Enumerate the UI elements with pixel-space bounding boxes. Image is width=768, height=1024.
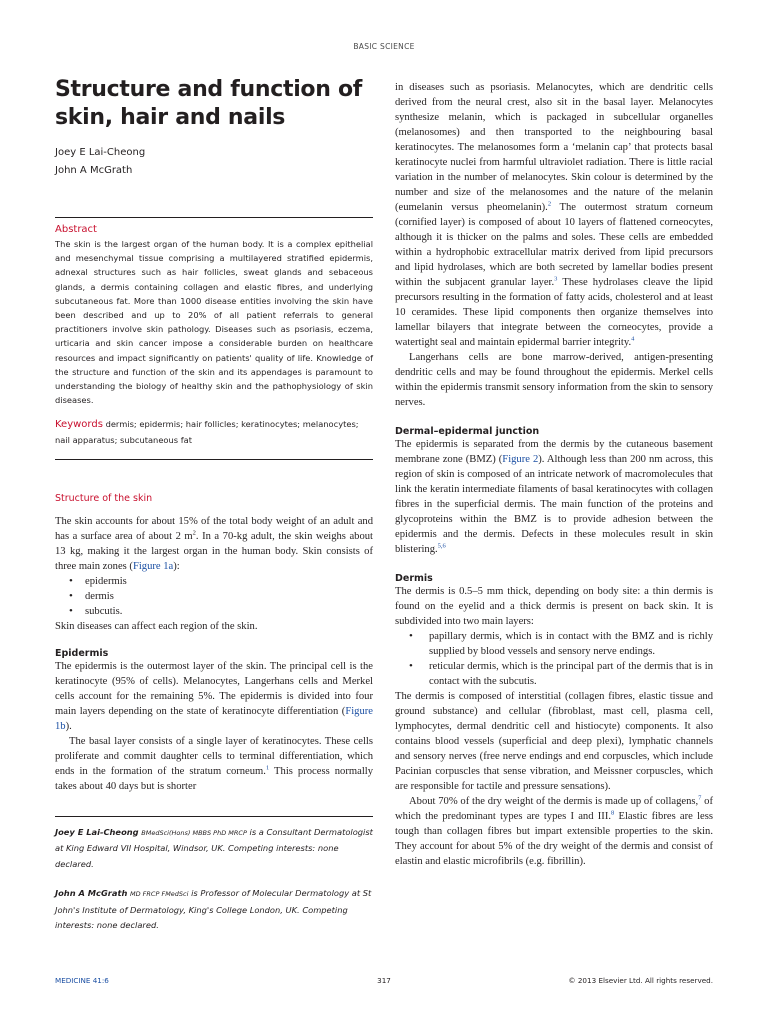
paragraph: The basal layer consists of a single layer of keratinocytes. These cells proliferate and commit daughter cells to terminal differentiation, which ends in the formation of the stratum corneum.$^1$ This process normally takes about 40 days but is shorter <box>55 735 373 792</box>
bullet-list <box>55 574 373 619</box>
author-footnote: John A McGrath MD FRCP FMedSci is Professor of Molecular Dermatology at St John's Institute of Dermatology, King's College London, UK. Competing interests: none declared. <box>55 888 372 931</box>
keywords-text: dermis; epidermis; hair follicles; keratinocytes; melanocytes; nail apparatus; subcutaneous fat <box>55 419 359 445</box>
keywords <box>55 417 373 446</box>
citation-link[interactable]: 8 <box>611 809 615 817</box>
citation-link[interactable]: 5,6 <box>437 542 446 550</box>
citation-link[interactable]: 2 <box>547 200 552 208</box>
footer-copyright: © 2013 Elsevier Ltd. All rights reserved. <box>568 976 713 985</box>
author-footnote: Joey E Lai-Cheong BMedSci(Hons) MBBS PhD MRCP is a Consultant Dermatologist at King Edward VII Hospital, Windsor, UK. Competing interests: none declared. <box>55 826 373 869</box>
author-list <box>55 144 373 180</box>
paragraph: The dermis is composed of interstitial (collagen fibres, elastic tissue and ground substance) and cellular (fibroblast, mast cell, plasma cell, lymphocytes, dermal dendritic cell and histiocyte) components. It also contains blood vessels (superficial and deep plexi), lymphatic channels and sensory nerves (free nerve endings and end corpuscles, which include Pacinian corpuscles that sense vibration, and Meissner corpuscles, which are responsible for tactile and pressure sensations). <box>395 691 713 792</box>
divider <box>55 459 373 460</box>
paragraph: About 70% of the dry weight of the dermis is made up of collagens,$^7$ of which the predominant types are types I and III.$^8$ Elastic fibres are less tough than collagen fibres but impart extensible properties to the skin. They account for about 5% of the dry weight of the dermis and consist of elastin and elastic microfibrils (e.g. fibrillin). <box>395 794 713 867</box>
bullet-list <box>395 629 713 689</box>
figure-link[interactable]: Figure 1b <box>55 705 373 732</box>
divider <box>55 816 373 817</box>
author-name: John A McGrath <box>55 165 133 176</box>
list-item: • reticular dermis, which is the principal part of the dermis that is in contact with the subcutis. <box>415 659 713 689</box>
subsection-heading: Dermis <box>395 573 433 584</box>
paragraph: The epidermis is separated from the dermis by the cutaneous basement membrane zone (BMZ) (Figure 2). Although less than 200 nm across, this region of skin is composed of an intricate network of macromolecules that link the keratin intermediate filaments of basal keratinocytes with collagen fibres in the superficial dermis. The main function of the proteins and glycoproteins within the BMZ is to provide adhesion between the epidermis and the dermis. Defects in these molecules result in skin blistering.$^{5,6}$ <box>395 439 713 555</box>
figure-link[interactable]: Figure 1a <box>132 560 174 572</box>
article-title: Structure and function of skin, hair and nails <box>55 77 363 130</box>
abstract-heading: Abstract <box>55 224 97 235</box>
section-structure <box>55 493 373 634</box>
citation-link[interactable]: 1 <box>265 764 270 772</box>
list-item: • papillary dermis, which is in contact with the BMZ and is richly supplied by blood vessels and sensory nerve endings. <box>415 629 713 659</box>
list-item: • dermis <box>75 589 373 604</box>
paragraph: The skin accounts for about 15% of the total body weight of an adult and has a surface area of about 2 $m^2$. In a 70-kg adult, the skin weighs about 13 kg, making it the largest organ in the human body. Skin consists of three main zones (Figure 1a): <box>55 515 373 572</box>
abstract-box <box>55 217 373 460</box>
paragraph: Skin diseases can affect each region of the skin. <box>55 620 258 632</box>
paragraph: in diseases such as psoriasis. Melanocytes, which are dendritic cells derived from the neural crest, also sit in the basal layer. Melanocytes synthesize melanin, which is packaged in subcellular organelles (melanosomes) and then transported to the neighbouring basal keratinocytes. The melanosomes form a ‘melanin cap’ that protects basal keratinocyte nuclei from harmful ultraviolet radiation. There is little racial variation in the number of melanocytes. Skin colour is determined by the number and size of the melanosomes and the nature of the melanin (eumelanin versus pheomelanin).$^2$ The outermost stratum corneum (cornified layer) is composed of about 10 layers of flattened corneocytes, although it is thicker on the palms and soles. These cells are embedded within a hydrophobic extracellular matrix derived from lipid precursors and lipid hydrolases, which are both secreted by lamellar bodies present within the subjacent granular layer.$^3$ These hydrolases cleave the lipid precursors resulting in the formation of fatty acids, cholesterol and at least 10 ceramides. These lipid components then organize themselves into lamellar bilayers that integrate between the corneocytes, provide a watertight seal and maintain epidermal barrier integrity.$^4$ <box>395 82 713 348</box>
list-item: • subcutis. <box>75 604 373 619</box>
list-item: • epidermis <box>75 574 373 589</box>
citation-link[interactable]: 4 <box>631 335 635 343</box>
subsection-heading: Dermal–epidermal junction <box>395 426 540 437</box>
figure-link[interactable]: Figure 2 <box>502 454 539 465</box>
running-head: BASIC SCIENCE <box>353 42 415 51</box>
abstract-text: The skin is the largest organ of the human body. It is a complex epithelial and mesenchymal tissue comprising a multilayered stratified epidermis, adnexal structures such as hair follicles, sweat glands and sebaceous glands, a dermis containing collagen and elastic fibres, and underlying subcutaneous fat. More than 1000 disease entities involving the skin have been described and up to 20% of all patient referrals to general practitioners involve skin pathology. Diseases such as psoriasis, eczema, urticaria and skin cancer impose a considerable burden on healthcare resources and impact significantly on patients' quality of life. Knowledge of the structure and function of the skin and its appendages is paramount to understanding the biology of healthy skin and the pathophysiology of skin diseases. <box>55 239 373 406</box>
paragraph: The dermis is 0.5–5 mm thick, depending on body site: a thin dermis is found on the eyelid and a thick dermis is present on back skin. It is subdivided into two main layers: <box>395 586 713 627</box>
citation-link[interactable]: 3 <box>554 275 558 283</box>
citation-link[interactable]: 7 <box>698 794 702 802</box>
subsection-heading: Epidermis <box>55 647 109 659</box>
author-name: Joey E Lai-Cheong <box>55 147 146 158</box>
paragraph: Langerhans cells are bone marrow-derived, antigen-presenting dendritic cells and may be found throughout the epidermis. Merkel cells within the epidermis transmit sensory information from the skin to sensory nerves. <box>395 352 713 408</box>
footer-journal: MEDICINE 41:6 <box>55 976 109 985</box>
page-number: 317 <box>377 976 391 985</box>
section-heading: Structure of the skin <box>55 492 153 504</box>
author-footnotes <box>55 816 373 934</box>
keywords-heading: Keywords <box>55 419 103 431</box>
section-epidermis <box>55 648 373 794</box>
left-column <box>55 76 373 934</box>
divider <box>55 217 373 218</box>
paragraph: The epidermis is the outermost layer of the skin. The principal cell is the keratinocyte (95% of cells). Melanocytes, Langerhans cells and Merkel cells account for the remaining 5%. The epidermis is divided into four main layers depending on the state of keratinocyte differentiation (Figure 1b). <box>55 660 373 732</box>
right-column <box>395 80 713 869</box>
